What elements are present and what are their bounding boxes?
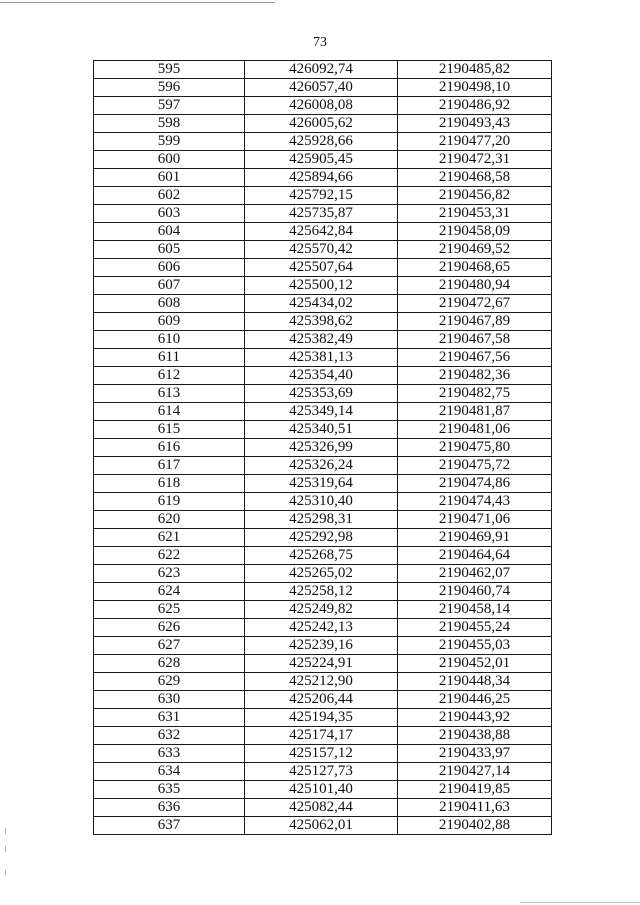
table-row <box>94 817 552 835</box>
point-number-cell: 626 <box>94 619 245 637</box>
table-row <box>94 493 552 511</box>
y-coordinate-cell: 2190452,01 <box>398 655 552 673</box>
point-number-cell: 607 <box>94 277 245 295</box>
table-row <box>94 187 552 205</box>
y-coordinate-cell: 2190468,58 <box>398 169 552 187</box>
y-coordinate-cell: 2190471,06 <box>398 511 552 529</box>
scan-edge-mark <box>5 870 6 875</box>
y-coordinate-cell: 2190469,91 <box>398 529 552 547</box>
y-coordinate-cell: 2190481,87 <box>398 403 552 421</box>
table-row <box>94 619 552 637</box>
y-coordinate-cell: 2190475,72 <box>398 457 552 475</box>
y-coordinate-cell: 2190402,88 <box>398 817 552 835</box>
point-number-cell: 595 <box>94 61 245 79</box>
table-row <box>94 727 552 745</box>
table-row <box>94 475 552 493</box>
x-coordinate-cell: 425258,12 <box>245 583 398 601</box>
point-number-cell: 596 <box>94 79 245 97</box>
point-number-cell: 606 <box>94 259 245 277</box>
x-coordinate-cell: 425353,69 <box>245 385 398 403</box>
y-coordinate-cell: 2190480,94 <box>398 277 552 295</box>
x-coordinate-cell: 425398,62 <box>245 313 398 331</box>
y-coordinate-cell: 2190468,65 <box>398 259 552 277</box>
y-coordinate-cell: 2190427,14 <box>398 763 552 781</box>
table-row <box>94 349 552 367</box>
x-coordinate-cell: 426092,74 <box>245 61 398 79</box>
table-row <box>94 457 552 475</box>
y-coordinate-cell: 2190419,85 <box>398 781 552 799</box>
table-row <box>94 223 552 241</box>
point-number-cell: 637 <box>94 817 245 835</box>
table-row <box>94 439 552 457</box>
x-coordinate-cell: 425905,45 <box>245 151 398 169</box>
table-row <box>94 637 552 655</box>
point-number-cell: 625 <box>94 601 245 619</box>
point-number-cell: 603 <box>94 205 245 223</box>
x-coordinate-cell: 425239,16 <box>245 637 398 655</box>
x-coordinate-cell: 425062,01 <box>245 817 398 835</box>
x-coordinate-cell: 425298,31 <box>245 511 398 529</box>
point-number-cell: 615 <box>94 421 245 439</box>
x-coordinate-cell: 425382,49 <box>245 331 398 349</box>
x-coordinate-cell: 425349,14 <box>245 403 398 421</box>
table-row <box>94 709 552 727</box>
point-number-cell: 633 <box>94 745 245 763</box>
table-row <box>94 655 552 673</box>
point-number-cell: 604 <box>94 223 245 241</box>
point-number-cell: 623 <box>94 565 245 583</box>
y-coordinate-cell: 2190433,97 <box>398 745 552 763</box>
table-row <box>94 241 552 259</box>
x-coordinate-cell: 425249,82 <box>245 601 398 619</box>
point-number-cell: 609 <box>94 313 245 331</box>
x-coordinate-cell: 425127,73 <box>245 763 398 781</box>
x-coordinate-cell: 425310,40 <box>245 493 398 511</box>
point-number-cell: 629 <box>94 673 245 691</box>
point-number-cell: 611 <box>94 349 245 367</box>
y-coordinate-cell: 2190467,56 <box>398 349 552 367</box>
point-number-cell: 636 <box>94 799 245 817</box>
x-coordinate-cell: 425268,75 <box>245 547 398 565</box>
y-coordinate-cell: 2190443,92 <box>398 709 552 727</box>
x-coordinate-cell: 425212,90 <box>245 673 398 691</box>
y-coordinate-cell: 2190438,88 <box>398 727 552 745</box>
table-row <box>94 259 552 277</box>
x-coordinate-cell: 425326,99 <box>245 439 398 457</box>
table-row <box>94 133 552 151</box>
x-coordinate-cell: 425894,66 <box>245 169 398 187</box>
y-coordinate-cell: 2190474,43 <box>398 493 552 511</box>
y-coordinate-cell: 2190446,25 <box>398 691 552 709</box>
point-number-cell: 631 <box>94 709 245 727</box>
table-row <box>94 385 552 403</box>
y-coordinate-cell: 2190481,06 <box>398 421 552 439</box>
y-coordinate-cell: 2190462,07 <box>398 565 552 583</box>
table-row <box>94 529 552 547</box>
y-coordinate-cell: 2190467,89 <box>398 313 552 331</box>
y-coordinate-cell: 2190485,82 <box>398 61 552 79</box>
x-coordinate-cell: 425500,12 <box>245 277 398 295</box>
y-coordinate-cell: 2190477,20 <box>398 133 552 151</box>
table-row <box>94 511 552 529</box>
point-number-cell: 628 <box>94 655 245 673</box>
point-number-cell: 608 <box>94 295 245 313</box>
table-row <box>94 151 552 169</box>
y-coordinate-cell: 2190472,31 <box>398 151 552 169</box>
table-row <box>94 331 552 349</box>
x-coordinate-cell: 425381,13 <box>245 349 398 367</box>
point-number-cell: 605 <box>94 241 245 259</box>
point-number-cell: 597 <box>94 97 245 115</box>
point-number-cell: 614 <box>94 403 245 421</box>
table-row <box>94 277 552 295</box>
y-coordinate-cell: 2190498,10 <box>398 79 552 97</box>
point-number-cell: 610 <box>94 331 245 349</box>
point-number-cell: 632 <box>94 727 245 745</box>
table-row <box>94 799 552 817</box>
x-coordinate-cell: 425340,51 <box>245 421 398 439</box>
point-number-cell: 634 <box>94 763 245 781</box>
x-coordinate-cell: 425242,13 <box>245 619 398 637</box>
page-number: 73 <box>313 35 327 50</box>
table-row <box>94 61 552 79</box>
table-row <box>94 601 552 619</box>
y-coordinate-cell: 2190469,52 <box>398 241 552 259</box>
y-coordinate-cell: 2190482,75 <box>398 385 552 403</box>
table-row <box>94 421 552 439</box>
x-coordinate-cell: 425354,40 <box>245 367 398 385</box>
x-coordinate-cell: 426057,40 <box>245 79 398 97</box>
y-coordinate-cell: 2190493,43 <box>398 115 552 133</box>
point-number-cell: 620 <box>94 511 245 529</box>
y-coordinate-cell: 2190453,31 <box>398 205 552 223</box>
x-coordinate-cell: 425265,02 <box>245 565 398 583</box>
x-coordinate-cell: 426005,62 <box>245 115 398 133</box>
y-coordinate-cell: 2190448,34 <box>398 673 552 691</box>
y-coordinate-cell: 2190486,92 <box>398 97 552 115</box>
table-row <box>94 313 552 331</box>
x-coordinate-cell: 425507,64 <box>245 259 398 277</box>
point-number-cell: 601 <box>94 169 245 187</box>
table-row <box>94 547 552 565</box>
table-row <box>94 367 552 385</box>
x-coordinate-cell: 425157,12 <box>245 745 398 763</box>
y-coordinate-cell: 2190467,58 <box>398 331 552 349</box>
point-number-cell: 617 <box>94 457 245 475</box>
table-row <box>94 169 552 187</box>
x-coordinate-cell: 425224,91 <box>245 655 398 673</box>
x-coordinate-cell: 425101,40 <box>245 781 398 799</box>
point-number-cell: 622 <box>94 547 245 565</box>
y-coordinate-cell: 2190458,14 <box>398 601 552 619</box>
table-row <box>94 745 552 763</box>
y-coordinate-cell: 2190460,74 <box>398 583 552 601</box>
x-coordinate-cell: 425082,44 <box>245 799 398 817</box>
y-coordinate-cell: 2190472,67 <box>398 295 552 313</box>
table-row <box>94 673 552 691</box>
x-coordinate-cell: 425292,98 <box>245 529 398 547</box>
table-row <box>94 583 552 601</box>
x-coordinate-cell: 425570,42 <box>245 241 398 259</box>
x-coordinate-cell: 425326,24 <box>245 457 398 475</box>
scan-top-rule <box>0 2 275 3</box>
point-number-cell: 627 <box>94 637 245 655</box>
scan-bottom-mark <box>520 902 640 903</box>
point-number-cell: 635 <box>94 781 245 799</box>
scan-edge-mark <box>5 828 6 834</box>
y-coordinate-cell: 2190458,09 <box>398 223 552 241</box>
y-coordinate-cell: 2190456,82 <box>398 187 552 205</box>
point-number-cell: 612 <box>94 367 245 385</box>
x-coordinate-cell: 425434,02 <box>245 295 398 313</box>
table-row <box>94 97 552 115</box>
table-row <box>94 763 552 781</box>
table-row <box>94 295 552 313</box>
point-number-cell: 613 <box>94 385 245 403</box>
y-coordinate-cell: 2190455,24 <box>398 619 552 637</box>
coordinates-table-body <box>94 61 552 835</box>
table-row <box>94 565 552 583</box>
x-coordinate-cell: 425792,15 <box>245 187 398 205</box>
table-row <box>94 403 552 421</box>
x-coordinate-cell: 425735,87 <box>245 205 398 223</box>
y-coordinate-cell: 2190455,03 <box>398 637 552 655</box>
y-coordinate-cell: 2190474,86 <box>398 475 552 493</box>
coordinates-table <box>93 60 552 835</box>
table-row <box>94 781 552 799</box>
x-coordinate-cell: 425206,44 <box>245 691 398 709</box>
point-number-cell: 600 <box>94 151 245 169</box>
x-coordinate-cell: 425194,35 <box>245 709 398 727</box>
point-number-cell: 599 <box>94 133 245 151</box>
x-coordinate-cell: 425928,66 <box>245 133 398 151</box>
point-number-cell: 630 <box>94 691 245 709</box>
point-number-cell: 598 <box>94 115 245 133</box>
x-coordinate-cell: 426008,08 <box>245 97 398 115</box>
y-coordinate-cell: 2190464,64 <box>398 547 552 565</box>
point-number-cell: 621 <box>94 529 245 547</box>
x-coordinate-cell: 425319,64 <box>245 475 398 493</box>
x-coordinate-cell: 425642,84 <box>245 223 398 241</box>
scan-edge-mark <box>5 846 6 852</box>
table-row <box>94 115 552 133</box>
point-number-cell: 624 <box>94 583 245 601</box>
point-number-cell: 619 <box>94 493 245 511</box>
table-row <box>94 79 552 97</box>
y-coordinate-cell: 2190482,36 <box>398 367 552 385</box>
point-number-cell: 618 <box>94 475 245 493</box>
x-coordinate-cell: 425174,17 <box>245 727 398 745</box>
y-coordinate-cell: 2190475,80 <box>398 439 552 457</box>
table-row <box>94 691 552 709</box>
point-number-cell: 616 <box>94 439 245 457</box>
point-number-cell: 602 <box>94 187 245 205</box>
table-row <box>94 205 552 223</box>
y-coordinate-cell: 2190411,63 <box>398 799 552 817</box>
